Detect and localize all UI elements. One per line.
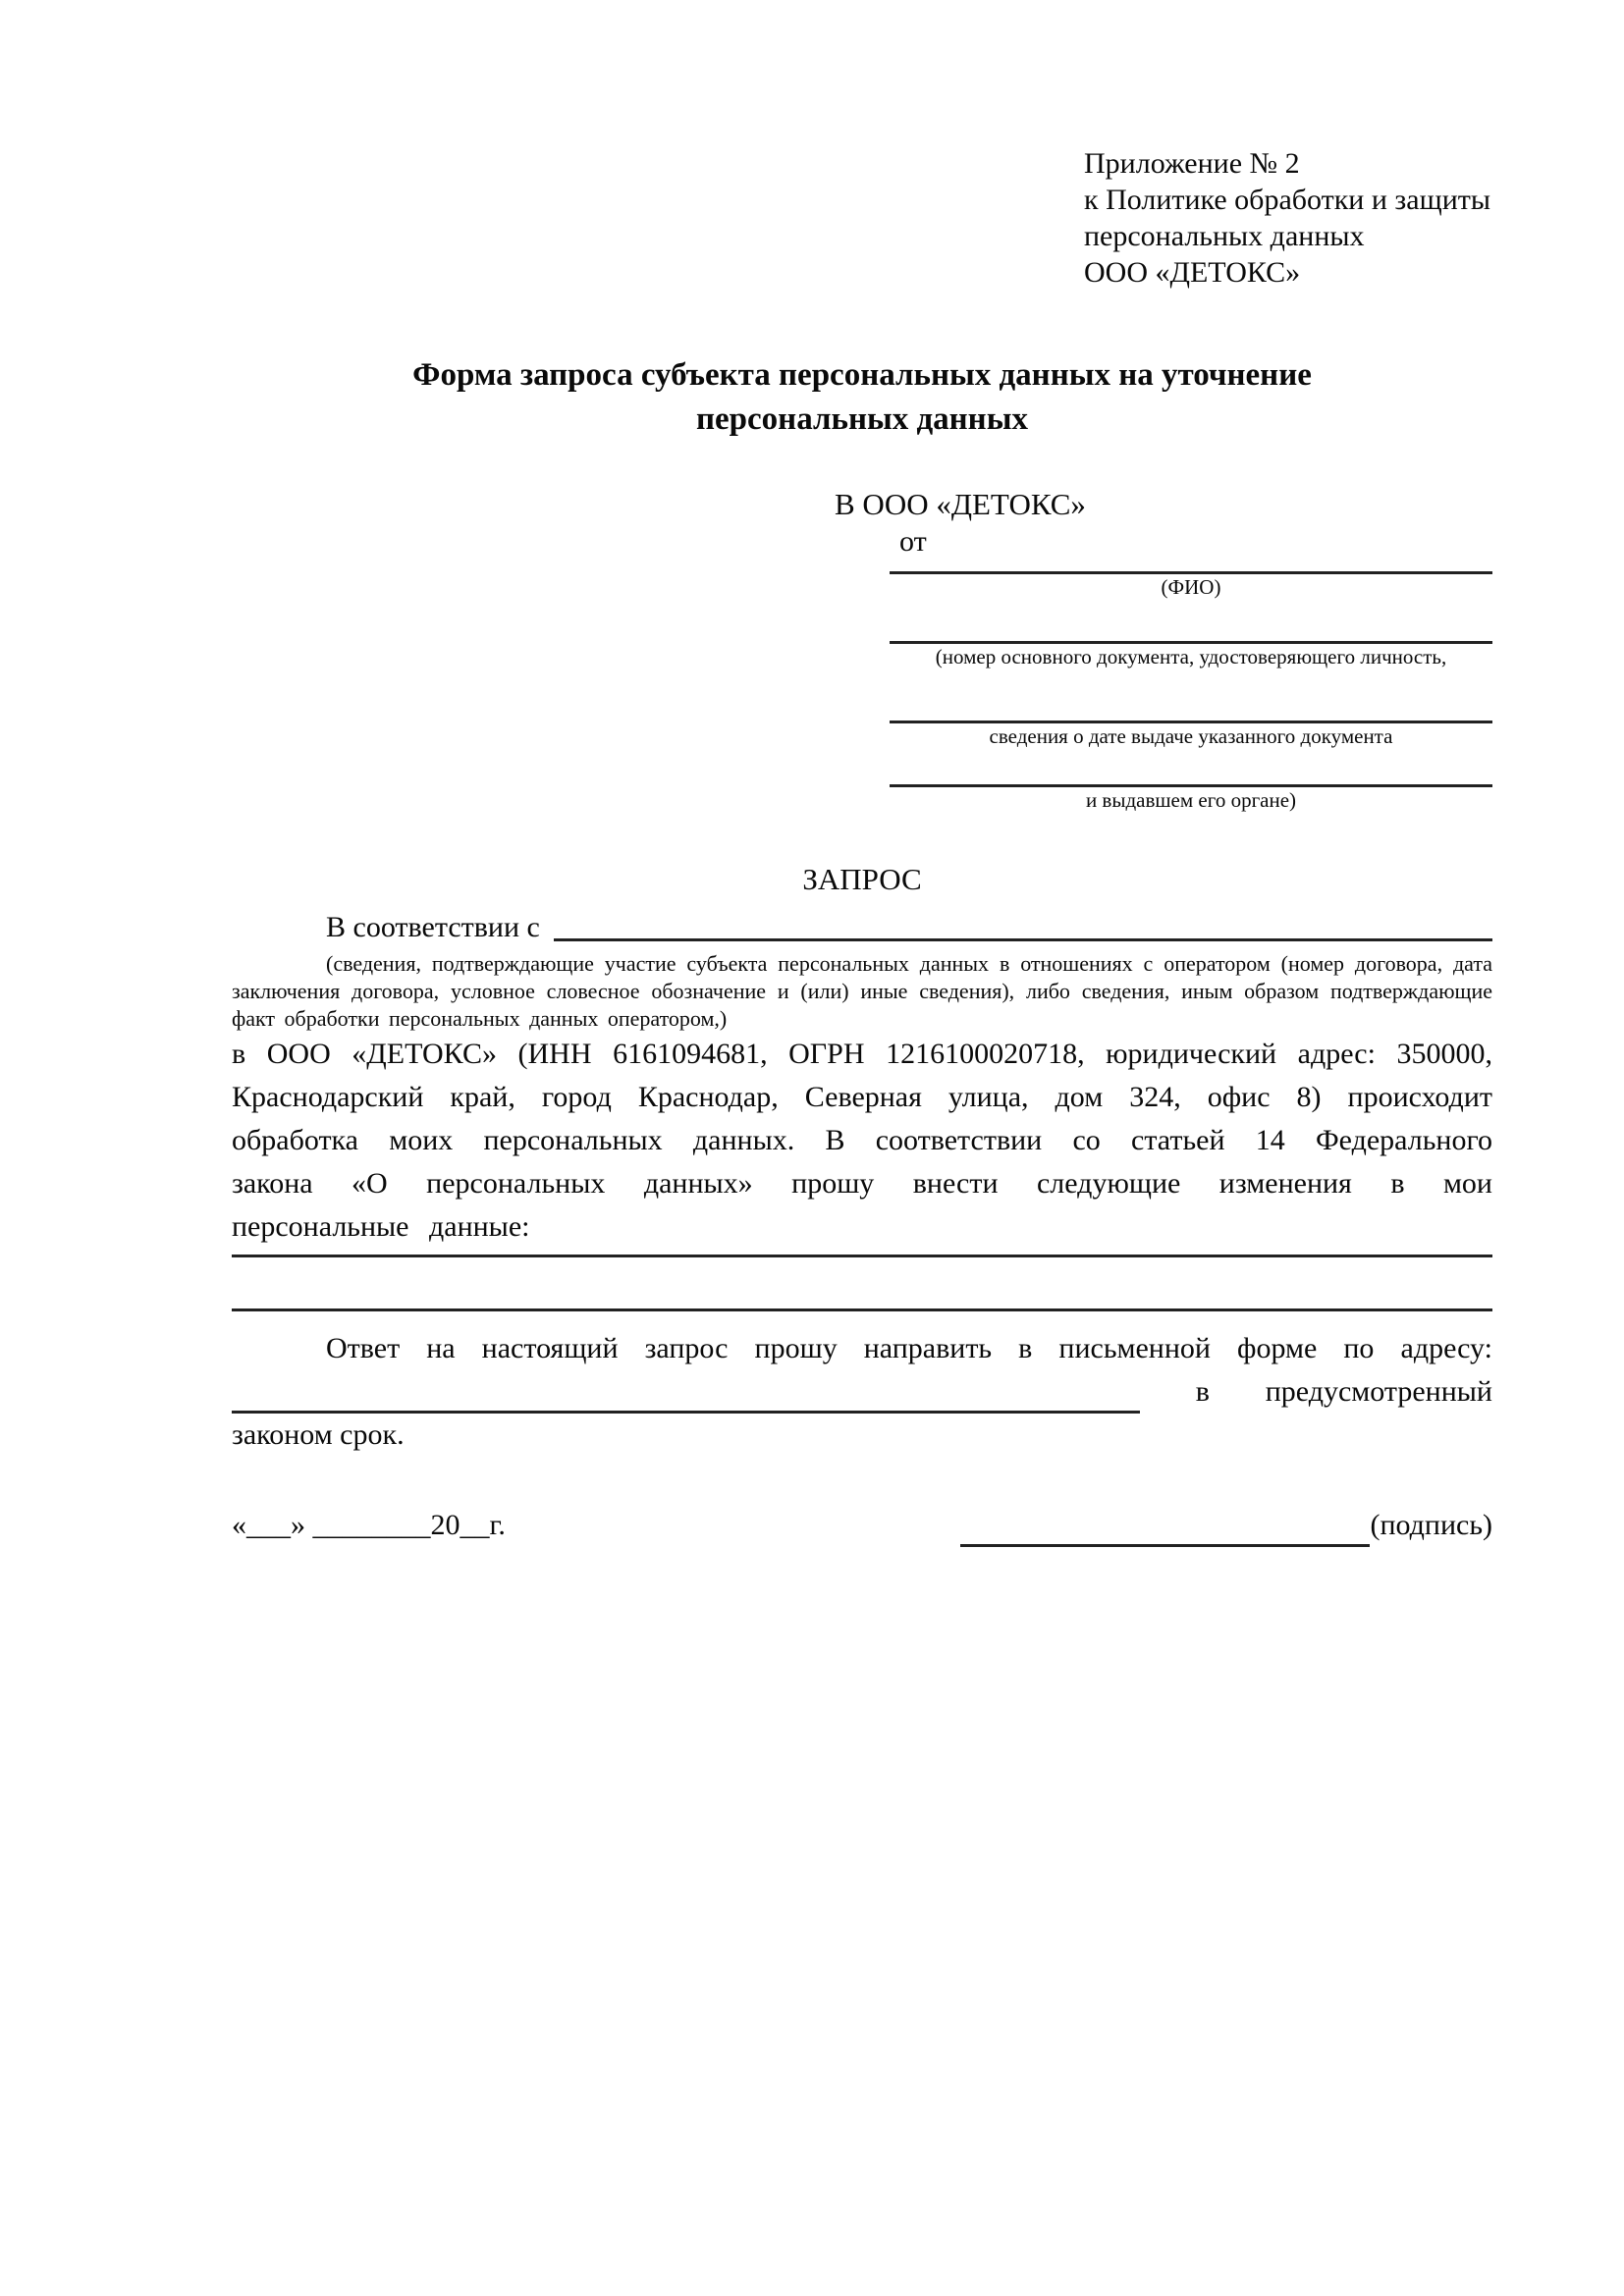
changes-blank-line-2 [232,1257,1492,1311]
appendix-line-2: к Политике обработки и защиты [1084,184,1491,216]
request-body: в ООО «ДЕТОКС» (ИНН 6161094681, ОГРН 1216100020718, юридический адрес: 350000, Краснодарский край, город Краснодар, Северная улица, дом 324, офис 8) происходит обработка моих персональных данных. В соответствии со статьей 14 Федерального закона «О персональных данных» прошу внести следующие изменения в мои персональные данные: [232,1038,1492,1243]
fio-blank-line [890,560,1492,574]
accordance-note: (сведения, подтверждающие участие субъекта персональных данных в отношениях с оператором (номер договора, дата заключения договора, условное словесное обозначение и (или) иные сведения), либо сведения, иным образом подтверждающие факт обработки персональных данных оператором,) [232,951,1492,1031]
request-heading: ЗАПРОС [802,862,922,896]
accordance-prefix: В соответствии с [326,911,540,943]
id-doc-blank-line [890,600,1492,644]
signature-blank-line [960,1509,1370,1547]
appendix-header [1084,145,1492,291]
changes-blank-line-1 [232,1249,1492,1257]
appendix-line-3: персональных данных [1084,220,1365,252]
reply-address-row [232,1370,1492,1414]
signature-caption: (подпись) [1370,1509,1492,1541]
document-title: Форма запроса субъекта персональных данных на уточнение персональных данных [412,357,1312,437]
reply-tail: законом срок. [232,1418,405,1451]
signature-area [960,1504,1492,1547]
issue-date-blank-line [890,669,1492,723]
issuer-blank-line [890,749,1492,787]
issue-date-caption: сведения о дате выдаче указанного документа [989,724,1393,748]
issuer-caption: и выдавшем его органе) [1085,788,1297,812]
appendix-line-4: ООО «ДЕТОКС» [1084,256,1301,289]
id-doc-caption: (номер основного документа, удостоверяющего личность, [935,645,1447,668]
date-blank: «___» ________20__г. [232,1509,506,1541]
accordance-blank-line [554,938,1492,941]
addressee-block [232,485,1492,813]
appendix-line-1: Приложение № 2 [1084,147,1300,180]
addressee-fields [890,560,1492,813]
accordance-line [232,909,1492,946]
addressee-org: В ООО «ДЕТОКС» [835,487,1086,521]
reply-word-in: в [1195,1375,1210,1408]
from-label: от [899,525,927,558]
address-blank-line [232,1373,1140,1414]
fio-caption: (ФИО) [1161,575,1221,599]
reply-paragraph: Ответ на настоящий запрос прошу направить в письменной форме по адресу: [326,1332,1492,1364]
signature-row [232,1504,1492,1547]
reply-word-rest: предусмотренный [1265,1375,1492,1408]
